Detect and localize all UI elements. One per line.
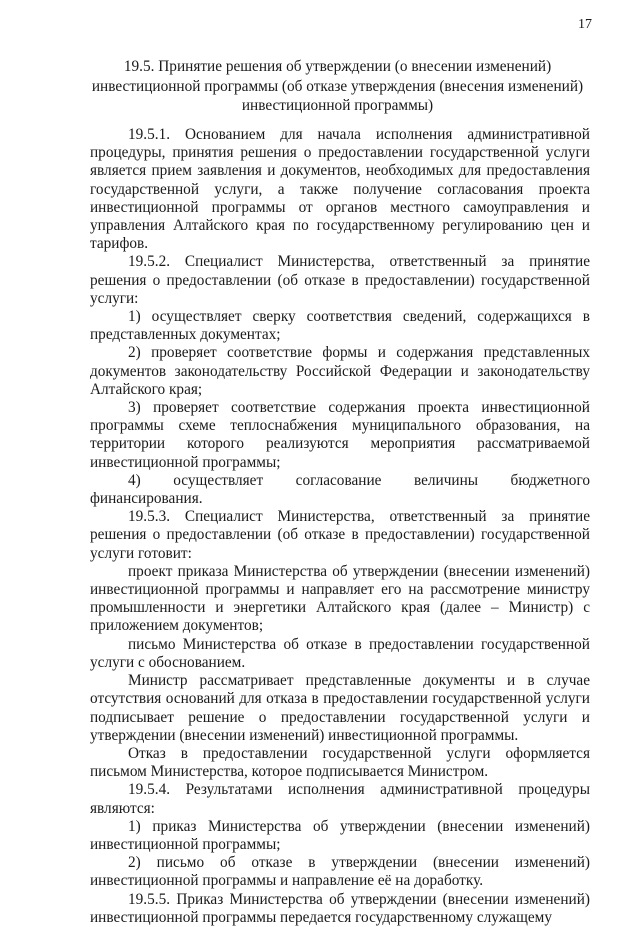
list-item: 1) приказ Министерства об утверждении (внесении изменений) инвестиционной программы; [90, 817, 590, 853]
document-body [90, 126, 590, 927]
list-item: 2) письмо об отказе в утверждении (внесении изменений) инвестиционной программы и направление её на доработку. [90, 854, 590, 890]
page-number: 17 [578, 17, 592, 32]
list-item: письмо Министерства об отказе в предоставлении государственной услуги с обоснованием. [90, 635, 590, 671]
list-item: проект приказа Министерства об утверждении (внесении изменений) инвестиционной программы и направляет его на рассмотрение министру промышленности и энергетики Алтайского края (далее – Министр) с приложением документов; [90, 562, 590, 635]
list-item: 2) проверяет соответствие формы и содержания представленных документов законодательству Российской Федерации и законодательству Алтайского края; [90, 344, 590, 398]
paragraph-19-5-2: 19.5.2. Специалист Министерства, ответственный за принятие решения о предоставлении (об отказе в предоставлении) государственной услуги: [90, 253, 590, 307]
paragraph-19-5-4: 19.5.4. Результатами исполнения административной процедуры являются: [90, 781, 590, 817]
list-item: 3) проверяет соответствие содержания проекта инвестиционной программы схеме теплоснабжения муниципального образования, на территории которого реализуются мероприятия рассматриваемой инвестиционной программы; [90, 399, 590, 471]
paragraph-19-5-1: 19.5.1. Основанием для начала исполнения административной процедуры, принятия решения о предоставлении государственной услуги является прием заявления и документов, необходимых для предоставления государственной услуги, а также получение согласования проекта инвестиционной программы от органов местного самоуправления и управления Алтайского края по государственному регулированию цен и тарифов. [90, 126, 590, 253]
list-item: 4) осуществляет согласование величины бюджетного финансирования. [90, 471, 590, 508]
paragraph-19-5-3: 19.5.3. Специалист Министерства, ответственный за принятие решения о предоставлении (об отказе в предоставлении) государственной услуги готовит: [90, 508, 590, 562]
list-item: 1) осуществляет сверку соответствия сведений, содержащихся в представленных документах; [90, 308, 590, 344]
paragraph: Министр рассматривает представленные документы и в случае отсутствия оснований для отказа в предоставлении государственной услуги подписывает решение о предоставлении государственной услуги и утверждении (внесении изменений) инвестиционной программы. [90, 672, 590, 744]
section-title: 19.5. Принятие решения об утверждении (о внесении изменений) инвестиционной программы (об отказе утверждения (внесения изменений) инвестиционной программы) [91, 58, 584, 114]
paragraph-19-5-5: 19.5.5. Приказ Министерства об утверждении (внесении изменений) инвестиционной программы передается государственному служащему [90, 890, 590, 926]
paragraph: Отказ в предоставлении государственной услуги оформляется письмом Министерства, которое подписывается Министром. [90, 744, 590, 781]
